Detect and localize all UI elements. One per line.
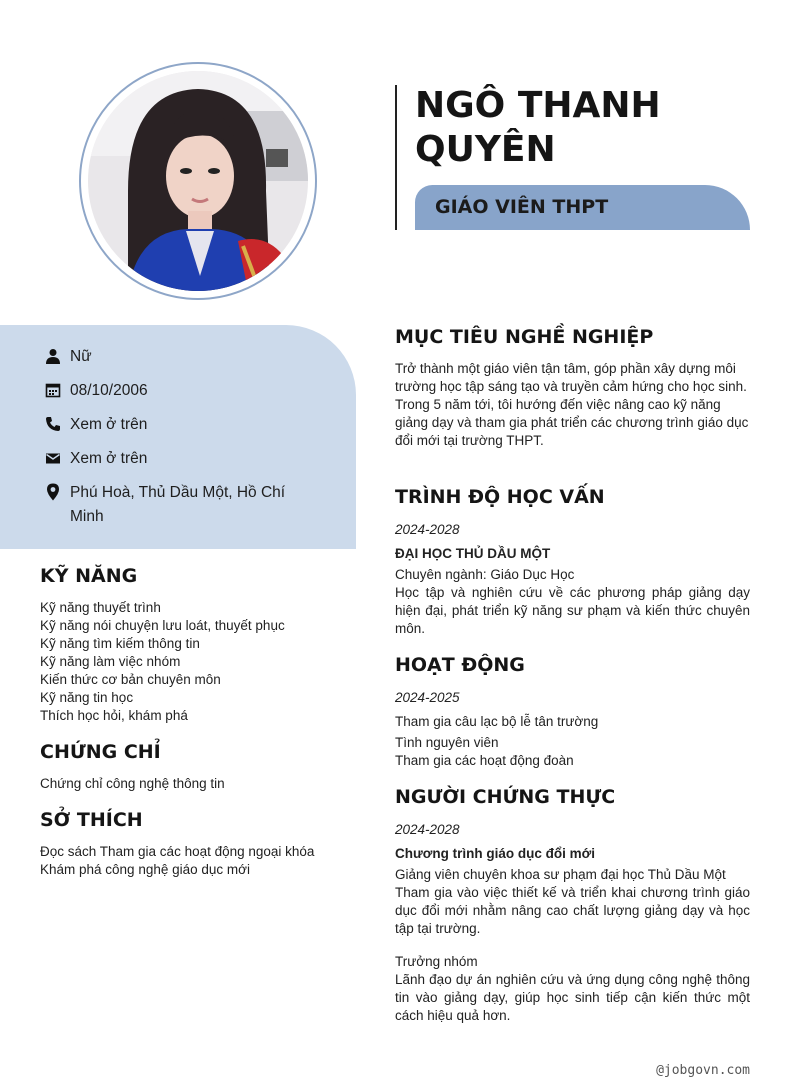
education-period: 2024-2028 — [395, 522, 460, 537]
calendar-icon — [44, 381, 62, 399]
skills-heading: KỸ NĂNG — [40, 565, 138, 587]
gender-text: Nữ — [70, 348, 92, 365]
envelope-icon — [44, 449, 62, 467]
certificates-heading: CHỨNG CHỈ — [40, 741, 161, 763]
birthday-text: 08/10/2006 — [70, 382, 148, 399]
skill-item: Kỹ năng nói chuyện lưu loát, thuyết phục — [40, 618, 285, 633]
person-icon — [44, 347, 62, 365]
phone-icon — [44, 415, 62, 433]
name-accent-bar — [395, 85, 397, 230]
candidate-name: NGÔ THANH QUYÊN — [415, 85, 661, 170]
contact-birthday — [44, 379, 310, 403]
hobby-item: Đọc sách Tham gia các hoạt động ngoại khóa — [40, 844, 315, 859]
avatar — [88, 71, 308, 291]
activity-item: Tình nguyên viên — [395, 735, 499, 750]
hobby-item: Khám phá công nghệ giáo dục mới — [40, 862, 250, 877]
references-line: Tham gia vào việc thiết kế và triển khai chương trình giáo dục đổi mới nhằm nâng cao chất lượng giảng dạy và học tập tại trường. — [395, 885, 750, 936]
contact-address — [44, 481, 310, 529]
references-line: Lãnh đạo dự án nghiên cứu và ứng dụng công nghệ thông tin vào giảng dạy, giúp học sinh tiếp cận kiến thức một cách hiệu quả hơn. — [395, 972, 750, 1023]
hobbies-heading: SỞ THÍCH — [40, 809, 143, 831]
education-description: Học tập và nghiên cứu về các phương pháp giảng dạy hiện đại, phát triển kỹ năng sư phạm và kiến thức chuyên môn. — [395, 585, 750, 636]
references-line: Trưởng nhóm — [395, 954, 478, 969]
activities-period: 2024-2025 — [395, 690, 460, 705]
objective-text: Trở thành một giáo viên tận tâm, góp phần xây dựng môi trường học tập sáng tạo và truyền cảm hứng cho học sinh. Trong 5 năm tới, tôi hướng đến việc nâng cao kỹ năng giảng dạy và tham gia phát triển các chương trình giáo dục đổi mới tại trường THPT. — [395, 361, 749, 448]
contact-email — [44, 447, 310, 471]
skill-item: Kỹ năng tin học — [40, 690, 134, 705]
certificate-item: Chứng chỉ công nghệ thông tin — [40, 776, 225, 791]
contact-phone — [44, 413, 310, 437]
skill-item: Kỹ năng tìm kiếm thông tin — [40, 636, 200, 651]
skill-item: Thích học hỏi, khám phá — [40, 708, 188, 723]
activity-item: Tham gia câu lạc bộ lễ tân trường — [395, 714, 599, 729]
address-text: Phú Hoà, Thủ Dầu Một, Hồ Chí Minh — [70, 484, 286, 525]
skill-item: Kỹ năng thuyết trình — [40, 600, 161, 615]
skill-item: Kiến thức cơ bản chuyên môn — [40, 672, 221, 687]
skills-list — [40, 599, 350, 725]
hobbies-list — [40, 843, 350, 879]
references-title: Chương trình giáo dục đổi mới — [395, 846, 595, 861]
contact-gender — [44, 345, 310, 369]
activities-heading: HOẠT ĐỘNG — [395, 654, 525, 676]
education-school: ĐẠI HỌC THỦ DẦU MỘT — [395, 546, 551, 561]
certificates-list — [40, 775, 350, 793]
job-title: GIÁO VIÊN THPT — [435, 196, 609, 218]
education-heading: TRÌNH ĐỘ HỌC VẤN — [395, 486, 605, 508]
email-text: Xem ở trên — [70, 450, 148, 467]
education-major: Chuyên ngành: Giáo Dục Học — [395, 567, 575, 582]
location-pin-icon — [44, 483, 62, 501]
references-period: 2024-2028 — [395, 822, 460, 837]
references-line: Giảng viên chuyên khoa sư phạm đại học Thủ Dầu Một — [395, 867, 726, 882]
footer-watermark: @jobgovn.com — [656, 1063, 750, 1078]
phone-text: Xem ở trên — [70, 416, 148, 433]
job-title-badge — [415, 185, 750, 230]
objective-heading: MỤC TIÊU NGHỀ NGHIỆP — [395, 326, 654, 348]
references-heading: NGƯỜI CHỨNG THỰC — [395, 786, 616, 808]
skill-item: Kỹ năng làm việc nhóm — [40, 654, 181, 669]
activity-item: Tham gia các hoạt động đoàn — [395, 753, 574, 768]
